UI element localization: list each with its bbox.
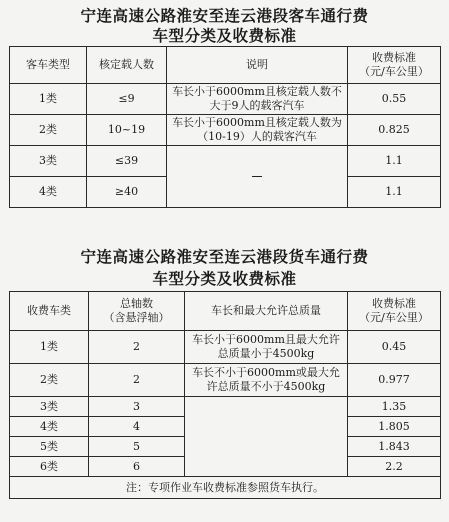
freight-title-line1: 宁连高速公路淮安至连云港段货车通行费	[80, 248, 369, 266]
axle-count: 2	[89, 364, 185, 397]
fee-rate: 0.45	[348, 331, 441, 364]
seat-count: ≥40	[87, 177, 167, 208]
fee-rate: 1.805	[348, 417, 441, 437]
table-row	[10, 115, 441, 146]
vehicle-class: 2类	[10, 115, 87, 146]
header-cell: 客车类型	[10, 47, 87, 84]
vehicle-class: 6类	[10, 457, 89, 477]
footnote: 注：专项作业车收费标准参照货车执行。	[10, 477, 441, 499]
dash-mark	[252, 176, 262, 177]
fee-rate: 2.2	[348, 457, 441, 477]
vehicle-class: 5类	[10, 437, 89, 457]
axle-count: 2	[89, 331, 185, 364]
freight-title-line2: 车型分类及收费标准	[152, 270, 297, 288]
vehicle-class: 3类	[10, 397, 89, 417]
table-row	[10, 146, 441, 177]
description-merged	[167, 146, 348, 208]
table-header-row	[10, 292, 441, 331]
header-cell: 核定载人数	[87, 47, 167, 84]
fee-rate: 1.35	[348, 397, 441, 417]
table-row	[10, 364, 441, 397]
axle-count: 4	[89, 417, 185, 437]
header-cell: 车长和最大允许总质量	[185, 292, 348, 331]
passenger-title-line1: 宁连高速公路淮安至连云港段客车通行费	[80, 7, 369, 25]
header-cell: 说明	[167, 47, 348, 84]
fee-rate: 0.825	[348, 115, 441, 146]
header-cell: 收费车类	[10, 292, 89, 331]
freight-fee-table	[9, 291, 441, 499]
table-row	[10, 331, 441, 364]
passenger-title-line2: 车型分类及收费标准	[152, 27, 297, 45]
header-cell: 收费标准 （元/车公里）	[348, 47, 441, 84]
vehicle-class: 4类	[10, 417, 89, 437]
description: 车长小于6000mm且核定载人数不大于9人的载客汽车	[167, 84, 348, 115]
description: 车长不小于6000mm或最大允许总质量不小于4500kg	[185, 364, 348, 397]
axle-count: 6	[89, 457, 185, 477]
fee-rate: 1.1	[348, 177, 441, 208]
description: 车长小于6000mm且最大允许总质量小于4500kg	[185, 331, 348, 364]
table-note-row	[10, 477, 441, 499]
seat-count: ≤9	[87, 84, 167, 115]
fee-rate: 0.977	[348, 364, 441, 397]
table-row	[10, 397, 441, 417]
vehicle-class: 4类	[10, 177, 87, 208]
header-cell: 收费标准 （元/车公里）	[348, 292, 441, 331]
axle-count: 5	[89, 437, 185, 457]
seat-count: ≤39	[87, 146, 167, 177]
description-merged	[185, 397, 348, 477]
header-cell: 总轴数 （含悬浮轴）	[89, 292, 185, 331]
passenger-fee-table	[9, 46, 441, 208]
vehicle-class: 3类	[10, 146, 87, 177]
fee-rate: 0.55	[348, 84, 441, 115]
vehicle-class: 2类	[10, 364, 89, 397]
axle-count: 3	[89, 397, 185, 417]
fee-rate: 1.1	[348, 146, 441, 177]
seat-count: 10~19	[87, 115, 167, 146]
description: 车长小于6000mm且核定载人数为（10-19）人的载客汽车	[167, 115, 348, 146]
vehicle-class: 1类	[10, 331, 89, 364]
fee-rate: 1.843	[348, 437, 441, 457]
table-row	[10, 84, 441, 115]
vehicle-class: 1类	[10, 84, 87, 115]
table-header-row	[10, 47, 441, 84]
